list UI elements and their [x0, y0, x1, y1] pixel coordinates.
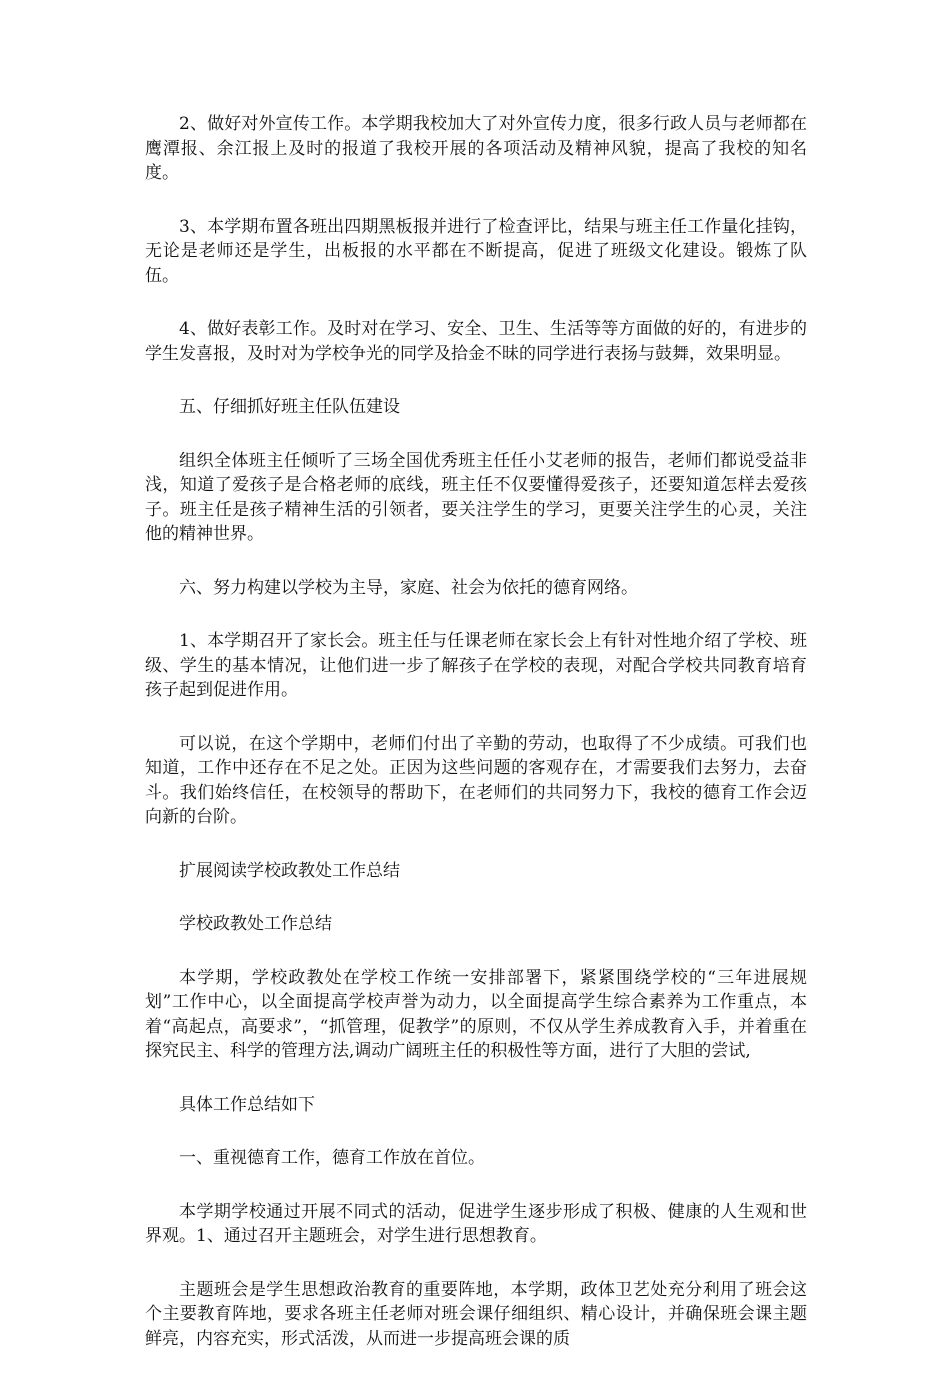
- paragraph-commendation: 4、做好表彰工作。及时对在学习、安全、卫生、生活等等方面做的好的，有进步的学生发喜报，及时对为学校争光的同学及拾金不昧的同学进行表扬与鼓舞，效果明显。: [145, 319, 807, 364]
- heading-details: 具体工作总结如下: [179, 1094, 315, 1115]
- paragraph-conclusion: 可以说，在这个学期中，老师们付出了辛勤的劳动，也取得了不少成绩。可我们也知道，工作中还存在不足之处。正因为这些问题的客观存在，才需要我们去努力，去奋斗。我们始终信任，在校领导的帮助下，在老师们的共同努力下，我校的德育工作会迈向新的台阶。: [145, 733, 807, 827]
- paragraph-activities: 本学期学校通过开展不同式的活动，促进学生逐步形成了积极、健康的人生观和世界观。1、通过召开主题班会，对学生进行思想教育。: [145, 1201, 807, 1246]
- heading-extended-reading: 扩展阅读学校政教处工作总结: [179, 860, 400, 881]
- paragraph-blackboard: 3、本学期布置各班出四期黑板报并进行了检查评比，结果与班主任工作量化挂钩，无论是老师还是学生，出板报的水平都在不断提高，促进了班级文化建设。锻炼了队伍。: [145, 216, 807, 286]
- heading-section-one: 一、重视德育工作，德育工作放在首位。: [179, 1148, 485, 1168]
- heading-section-six: 六、努力构建以学校为主导，家庭、社会为依托的德育网络。: [179, 577, 638, 598]
- document-page: [145, 112, 807, 1380]
- paragraph-teacher-report: 组织全体班主任倾听了三场全国优秀班主任任小艾老师的报告，老师们都说受益非浅，知道了爱孩子是合格老师的底线，班主任不仅要懂得爱孩子，还要知道怎样去爱孩子。班主任是孩子精神生活的引领者，要关注学生的学习，更要关注学生的心灵，关注他的精神世界。: [145, 450, 807, 544]
- paragraph-publicity: 2、做好对外宣传工作。本学期我校加大了对外宣传力度，很多行政人员与老师都在鹰潭报、余江报上及时的报道了我校开展的各项活动及精神风貌，提高了我校的知名度。: [145, 114, 807, 183]
- paragraph-class-meeting: 主题班会是学生思想政治教育的重要阵地，本学期，政体卫艺处充分利用了班会这个主要教育阵地，要求各班主任老师对班会课仔细组织、精心设计，并确保班会课主题鲜亮，内容充实，形式活泼，从而进一步提高班会课的质: [145, 1279, 807, 1349]
- heading-summary-title: 学校政教处工作总结: [179, 914, 332, 934]
- heading-section-five: 五、仔细抓好班主任队伍建设: [179, 397, 400, 417]
- paragraph-parent-meeting: 1、本学期召开了家长会。班主任与任课老师在家长会上有针对性地介绍了学校、班级、学生的基本情况，让他们进一步了解孩子在学校的表现，对配合学校共同教育培育孩子起到促进作用。: [145, 631, 807, 700]
- paragraph-intro: 本学期，学校政教处在学校工作统一安排部署下，紧紧围绕学校的“三年进展规划”工作中心，以全面提高学校声誉为动力，以全面提高学生综合素养为工作重点，本着“高起点，高要求”，“抓管理，促教学”的原则，不仅从学生养成教育入手，并着重在探究民主、科学的管理方法,调动广阔班主任的积极性等方面，进行了大胆的尝试,: [145, 967, 807, 1061]
